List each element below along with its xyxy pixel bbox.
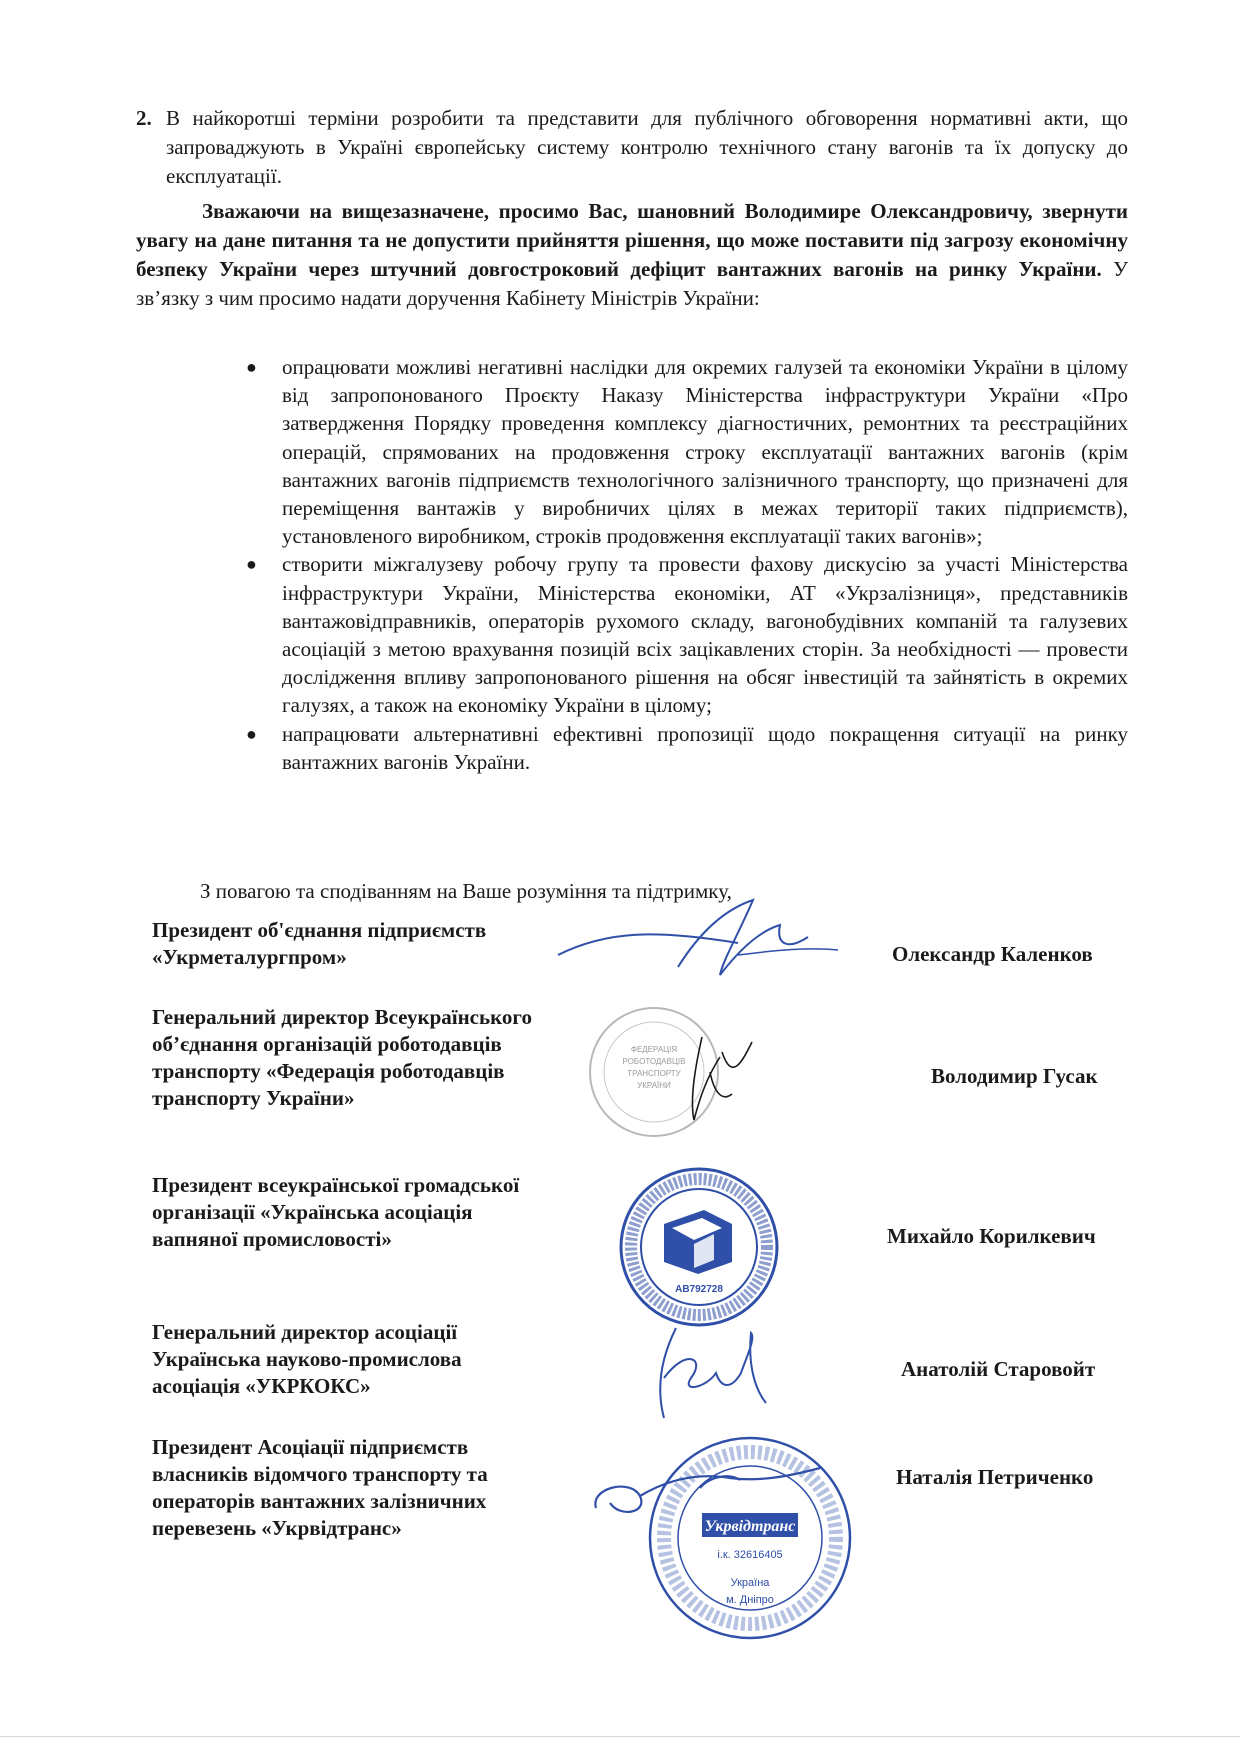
list-item-text: опрацювати можливі негативні наслідки для окремих галузей та економіки України в цілому від запропонованого Проєкту Наказу Міністерства інфраструктури України «Про затвердження Порядку проведення комплексу діагностичних, ремонтних та реєстраційних операцій, спрямованих на продовження строку експлуатації вантажних вагонів (крім вантажних вагонів підприємств технологічного залізничного транспорту, що призначені для переміщення вантажів у виробничих цілях в межах території таких підприємств), установленого виробником, строків продовження експлуатації таких вагонів»; (282, 355, 1128, 549)
page-bottom-edge (0, 1736, 1240, 1737)
signatory-position: Генеральний директор Всеукраїнського об’єднання організацій роботодавців транспорту «Федерація роботодавців транспорту України» (152, 1005, 532, 1110)
stamp-country: Україна (730, 1577, 770, 1589)
bullet-icon: ● (246, 723, 257, 744)
list-item-text: створити міжгалузеву робочу групу та провести фахову дискусію за участі Міністерства інфраструктури України, Міністерства економіки, АТ «Укрзалізниця», представників вантажовідправників, операторів рухомого складу, вагонобудівних компаній та галузевих асоціацій з метою врахування позицій всіх зацікавлених сторін. За необхідності — провести дослідження впливу запропонованого рішення на обсяг інвестицій та зайнятість в окремих галузях, а також на економіку України в цілому; (282, 552, 1128, 718)
signatory-name: Наталія Петриченко (896, 1465, 1094, 1489)
stamp-code: і.к. 32616405 (717, 1549, 783, 1561)
bullet-icon: ● (246, 357, 257, 377)
stamp-name: Укрвідтранс (704, 1518, 796, 1535)
signatory-position: Президент об'єднання підприємств «Укрметалургпром» (152, 918, 487, 969)
item-number: 2. (136, 106, 152, 130)
stamp-code: АВ792728 (675, 1284, 723, 1295)
signatory-name: Михайло Корилкевич (887, 1224, 1096, 1248)
item-2 (136, 104, 1128, 191)
request-normal-text: У зв’язку з чим просимо надати доручення Кабінету Міністрів України: (136, 257, 1129, 310)
list-item (246, 353, 1128, 550)
bullet-icon: ● (246, 554, 257, 575)
stamp-text: ФЕДЕРАЦІЯ (630, 1045, 678, 1054)
stamp-text: УКРАЇНИ (637, 1081, 671, 1090)
request-paragraph (136, 197, 1128, 313)
stamp-city: м. Дніпро (726, 1594, 774, 1606)
closing-line: З повагою та сподіванням на Ваше розуміння та підтримку, (200, 879, 732, 903)
signature-kalenkov (548, 895, 838, 990)
signatory-name: Володимир Гусак (931, 1064, 1098, 1088)
stamp-ukrvidtrans (590, 1418, 860, 1658)
stamp-text: РОБОТОДАВЦІВ (622, 1057, 686, 1066)
signatory-position: Президент Асоціації підприємств власників відомчого транспорту та операторів вантажних залізничних перевезень «Укрвідтранс» (152, 1435, 488, 1540)
stamp-text: ТРАНСПОРТУ (627, 1069, 681, 1078)
list-item (246, 550, 1128, 719)
signatory-name: Олександр Каленков (892, 942, 1093, 966)
signature-starovoit (636, 1318, 786, 1428)
stamp-federation (582, 1002, 782, 1142)
list-item (246, 720, 1128, 776)
stamp-lime-association (614, 1162, 784, 1332)
signatory-position: Генеральний директор асоціації Українська науково-промислова асоціація «УКРКОКС» (152, 1320, 462, 1398)
request-list (246, 353, 1128, 776)
signatory-position: Президент всеукраїнської громадської організації «Українська асоціація вапняної промисловості» (152, 1173, 520, 1251)
list-item-text: напрацювати альтернативні ефективні пропозиції щодо покращення ситуації на ринку вантажних вагонів України. (282, 721, 1128, 774)
signatory-name: Анатолій Старовойт (901, 1357, 1096, 1381)
item-2-text: В найкоротші терміни розробити та представити для публічного обговорення нормативні акти, що запроваджують в Україні європейську систему контролю технічного стану вагонів та їх допуску до експлуатації. (166, 106, 1128, 188)
request-bold-text: Зважаючи на вищезазначене, просимо Вас, шановний Володимире Олександровичу, звернути увагу на дане питання та не допустити прийняття рішення, що може поставити під загрозу економічну безпеку України через штучний довгостроковий дефіцит вантажних вагонів на ринку України. (136, 199, 1128, 281)
